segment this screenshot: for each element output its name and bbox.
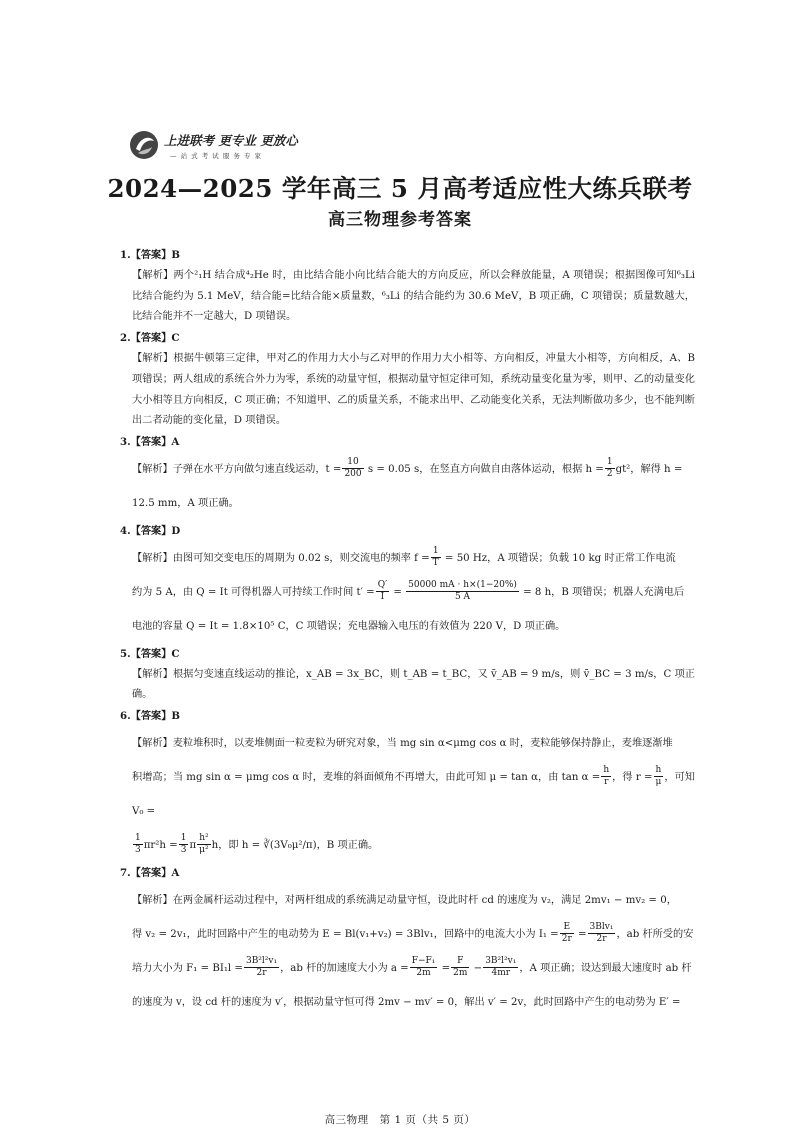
text-run: −	[470, 962, 483, 974]
q3-explanation	[120, 453, 695, 521]
q7-answer: 7.【答案】A	[120, 866, 180, 879]
q3-answer: 3.【答案】A	[120, 436, 180, 449]
denominator: r	[604, 777, 609, 788]
denominator: μ²	[199, 845, 209, 856]
numerator: E	[560, 922, 574, 934]
q2-answer: 2.【答案】C	[120, 332, 180, 345]
numerator: 1	[180, 833, 187, 844]
numerator: 3B²l²v₁	[485, 956, 517, 967]
denominator: 200	[344, 469, 362, 480]
numerator: 50000 mA · h×(1−20%)	[408, 580, 517, 591]
text-run: =	[390, 586, 406, 598]
text-run: =	[438, 962, 451, 974]
text-run: 约为 5 A，由 Q = It 可得机器人可持续工作时间 t′ =	[132, 586, 375, 598]
numerator: F	[451, 956, 469, 968]
q2-explanation: 【解析】根据牛顿第三定律，甲对乙的作用力大小与乙对甲的作用力大小相等、方向相反，冲量大小相等，方向相反，A、B 项错误；两人组成的系统合外力为零，系统的动量守恒，根据动量守恒定律可知，系统动量变化量为零，则甲、乙的动量变化大小相等且方向相反，C 项正确；不知道甲、乙的质量关系，不能求出甲、乙动能变化关系，无法判断做功多少，也不能判断出二者动能的变化量，D 项错误。	[132, 352, 695, 427]
text-run: s = 0.05 s，在竖直方向做自由落体运动，根据 h =	[364, 463, 604, 475]
numerator: h	[603, 765, 610, 776]
numerator: h²	[197, 833, 210, 845]
numerator: 10	[342, 457, 363, 469]
text-run: ，ab 杆所受的安	[616, 928, 694, 940]
denominator: 4mr	[491, 968, 511, 979]
text-run: 【解析】子弹在水平方向做匀速直线运动，t =	[132, 463, 342, 475]
q5-explanation: 【解析】根据匀变速直线运动的推论，x_AB = 3x_BC，则 t_AB = t_BC，又 v̄_AB = 9 m/s，则 v̄_BC = 3 m/s，C 项正确。	[132, 668, 695, 701]
text-run: h，即 h = ∛(3V₀μ²/π)，B 项正确。	[211, 839, 379, 851]
numerator: 1	[431, 546, 441, 558]
q4-answer: 4.【答案】D	[120, 524, 181, 537]
denominator: 2	[606, 469, 613, 480]
text-run: 【解析】麦粒堆积时，以麦堆侧面一粒麦粒为研究对象，当 mg sin α<μmg cos α 时，麦粒能够保持静止，麦堆逐渐堆	[132, 737, 673, 749]
denominator: 5 A	[454, 592, 471, 603]
fraction	[197, 833, 210, 856]
denominator: 3	[180, 845, 187, 856]
page-footer: 高三物理 第 1 页（共 5 页）	[324, 1114, 476, 1126]
denominator: 2r	[596, 934, 607, 945]
denominator: μ	[655, 777, 662, 788]
q5-answer: 5.【答案】C	[120, 647, 180, 660]
numerator: 3B²l²v₁	[245, 956, 278, 967]
text-run: ，ab 杆的加速度大小为 a =	[280, 962, 409, 974]
text-run: 培力大小为 F₁ = BI₁l =	[132, 962, 243, 974]
text-run: π	[189, 839, 197, 851]
denominator: T	[432, 558, 439, 569]
numerator: 3Blv₁	[589, 922, 614, 933]
fraction	[601, 765, 611, 788]
q7-explanation	[120, 884, 695, 1020]
text-run: = 50 Hz，A 项错误；负载 10 kg 时正常工作电流	[441, 552, 676, 564]
text-run: 【解析】由图可知交变电压的周期为 0.02 s，则交流电的频率 f =	[132, 552, 430, 564]
fraction	[244, 956, 279, 979]
fraction	[605, 457, 615, 480]
fraction	[376, 580, 389, 603]
fraction	[431, 546, 441, 569]
numerator: Q′	[377, 580, 388, 591]
text-run: ，A 项正确；设达到最大速度时 ab 杆	[519, 962, 692, 974]
page-subtitle: 高三物理参考答案	[328, 210, 472, 230]
text-run: 的速度为 v，设 cd 杆的速度为 v′，根据动量守恒可得 2mv − mv′ = 0，解出 v′ = 2v，此时回路中产生的电动势为 E′ =	[132, 996, 681, 1008]
text-run: 积增高；当 mg sin α = μmg cos α 时，麦堆的斜面倾角不再增大，由此可知 μ = tan α，由 tan α =	[132, 771, 601, 783]
text-run: πr²h =	[143, 839, 178, 851]
denominator: 2m	[453, 968, 468, 979]
text-run: 得 v₂ = 2v₁，此时回路中产生的电动势为 E = Bl(v₁+v₂) = 3Blv₁，回路中的电流大小为 I₁ =	[132, 928, 559, 940]
fraction	[342, 457, 363, 480]
logo-icon	[128, 129, 160, 161]
denominator: 2r	[561, 934, 572, 945]
text-run: ，可知 V₀ =	[132, 771, 695, 817]
denominator: 2m	[416, 968, 431, 979]
q6-explanation	[120, 727, 695, 863]
fraction	[588, 922, 616, 945]
q1-explanation: 【解析】两个²₁H 结合成⁴₂He 时，由比结合能小向比结合能大的方向反应，所以会释放能量，A 项错误；根据图像可知⁶₃Li 比结合能约为 5.1 MeV，结合能=比结合能×质量数，⁶₃Li 的结合能约为 30.6 MeV，B 项正确，C 项错误；质量数越大，比结合能并不一定越大，D 项错误。	[132, 269, 695, 323]
fraction	[179, 833, 189, 856]
answer-content	[120, 245, 695, 1020]
text-run: 【解析】在两金属杆运动过程中，对两杆组成的系统满足动量守恒，设此时杆 cd 的速度为 v₂，满足 2mv₁ − mv₂ = 0，	[132, 894, 677, 906]
text-run: = 8 h，B 项错误；机器人充满电后	[519, 586, 685, 598]
q4-explanation	[120, 542, 695, 644]
fraction	[560, 922, 574, 945]
fraction	[451, 956, 469, 979]
numerator: 1	[606, 457, 613, 468]
denominator: I	[380, 592, 385, 603]
numerator: h	[654, 765, 664, 777]
text-run: 12.5 mm，A 项正确。	[132, 497, 239, 509]
q6-answer: 6.【答案】B	[120, 710, 180, 723]
subslogan: — 站 式 考 试 服 务 专 家	[170, 152, 263, 160]
denominator: 3	[135, 845, 141, 856]
denominator: 2r	[256, 968, 267, 979]
fraction	[406, 580, 519, 603]
text-run: =	[574, 928, 587, 940]
fraction	[483, 956, 518, 979]
slogan: 上进联考 更专业 更放心	[164, 133, 298, 148]
text-run: gt²，解得 h =	[615, 463, 683, 475]
text-run: ，得 r =	[612, 771, 653, 783]
q1-answer: 1.【答案】B	[120, 249, 180, 261]
fraction	[410, 956, 438, 979]
text-run: 电池的容量 Q = It = 1.8×10⁵ C，C 项错误；充电器输入电压的有效值为 220 V，D 项正确。	[132, 620, 566, 632]
fraction	[654, 765, 664, 788]
numerator: 1	[135, 833, 141, 844]
fraction	[133, 833, 143, 856]
numerator: F−F₁	[411, 956, 436, 967]
header	[128, 127, 298, 167]
page-title: 2024—2025 学年高三 5 月高考适应性大练兵联考	[107, 174, 693, 203]
